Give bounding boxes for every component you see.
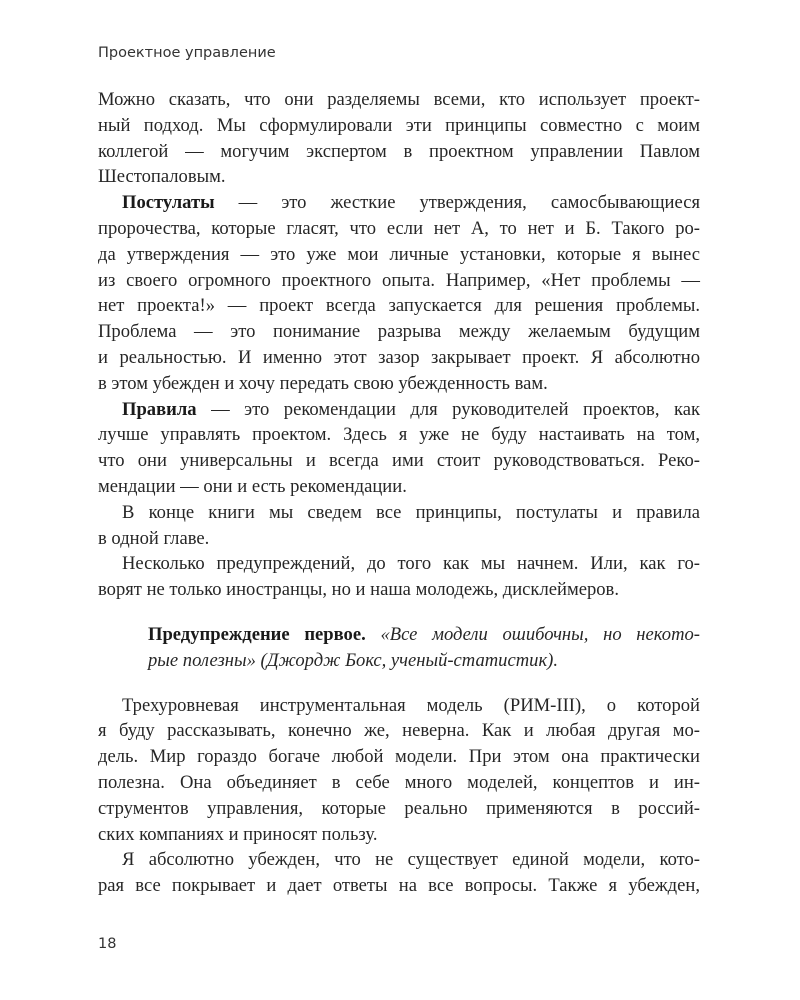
text-line: дель. Мир гораздо богаче любой модели. При этом она практически [98, 746, 700, 768]
italic-quote: «Все модели ошибочны, но некото- [365, 623, 700, 645]
text-line: рая все покрывает и дает ответы на все вопросы. Также я убежден, [98, 875, 700, 897]
paragraph [98, 551, 700, 603]
bold-term: Предупреждение первое. [148, 623, 366, 645]
body-text [98, 87, 700, 899]
text-line [148, 622, 700, 648]
bold-term: Постулаты [122, 192, 215, 214]
text-line: Несколько предупреждений, до того как мы начнем. Или, как го- [122, 553, 700, 575]
text-line: полезна. Она объединяет в себе много моделей, концептов и ин- [98, 771, 700, 793]
paragraph [98, 847, 700, 899]
text-line: лучше управлять проектом. Здесь я уже не буду настаивать на том, [98, 424, 700, 446]
paragraph [98, 190, 700, 396]
text-line: в этом убежден и хочу передать свою убежденность вам. [98, 372, 548, 394]
text-line: Я абсолютно убежден, что не существует единой модели, кото- [122, 849, 700, 871]
text-line: я буду рассказывать, конечно же, неверна. Как и любая другая мо- [98, 720, 700, 742]
text-line: что они универсальны и всегда ими стоит руководствоваться. Реко- [98, 450, 700, 472]
text-line: пророчества, которые гласят, что если нет А, то нет и Б. Такого ро- [98, 217, 700, 239]
text-line: Проблема — это понимание разрыва между желаемым будущим [98, 321, 700, 343]
text-line: Постулаты — это жесткие утверждения, самосбывающиеся [122, 192, 700, 214]
paragraph [98, 500, 700, 552]
text-line: да утверждения — это уже мои личные установки, которые я вынес [98, 243, 700, 265]
warning-quote [148, 622, 700, 674]
page-number: 18 [98, 936, 117, 952]
text-line: ный подход. Мы сформулировали эти принципы совместно с моим [98, 114, 700, 136]
paragraph [98, 693, 700, 848]
text-line: Трехуровневая инструментальная модель (РИМ-III), о которой [122, 694, 700, 716]
text-line [148, 648, 700, 674]
text-line: В конце книги мы сведем все принципы, постулаты и правила [122, 501, 700, 523]
paragraph [98, 397, 700, 500]
text-line: Шестопаловым. [98, 166, 226, 188]
text-line: Правила — это рекомендации для руководителей проектов, как [122, 398, 700, 420]
text-line: ворят не только иностранцы, но и наша молодежь, дисклеймеров. [98, 579, 619, 601]
text-line: из своего огромного проектного опыта. Например, «Нет проблемы — [98, 269, 700, 291]
text-line: коллегой — могучим экспертом в проектном управлении Павлом [98, 140, 700, 162]
text-line: и реальностью. И именно этот зазор закрывает проект. Я абсолютно [98, 346, 700, 368]
text-line: мендации — они и есть рекомендации. [98, 475, 407, 497]
bold-term: Правила [122, 398, 197, 420]
paragraph [98, 87, 700, 190]
italic-quote: рые полезны» (Джордж Бокс, ученый-статистик). [148, 649, 558, 671]
text-line: в одной главе. [98, 527, 210, 549]
text-line: струментов управления, которые реально применяются в россий- [98, 797, 700, 819]
text-line: Можно сказать, что они разделяемы всеми, кто использует проект- [98, 89, 700, 110]
text-line: ских компаниях и приносят пользу. [98, 823, 378, 845]
text-line: нет проекта!» — проект всегда запускается для решения проблемы. [98, 295, 700, 317]
running-title: Проектное управление [98, 45, 276, 61]
